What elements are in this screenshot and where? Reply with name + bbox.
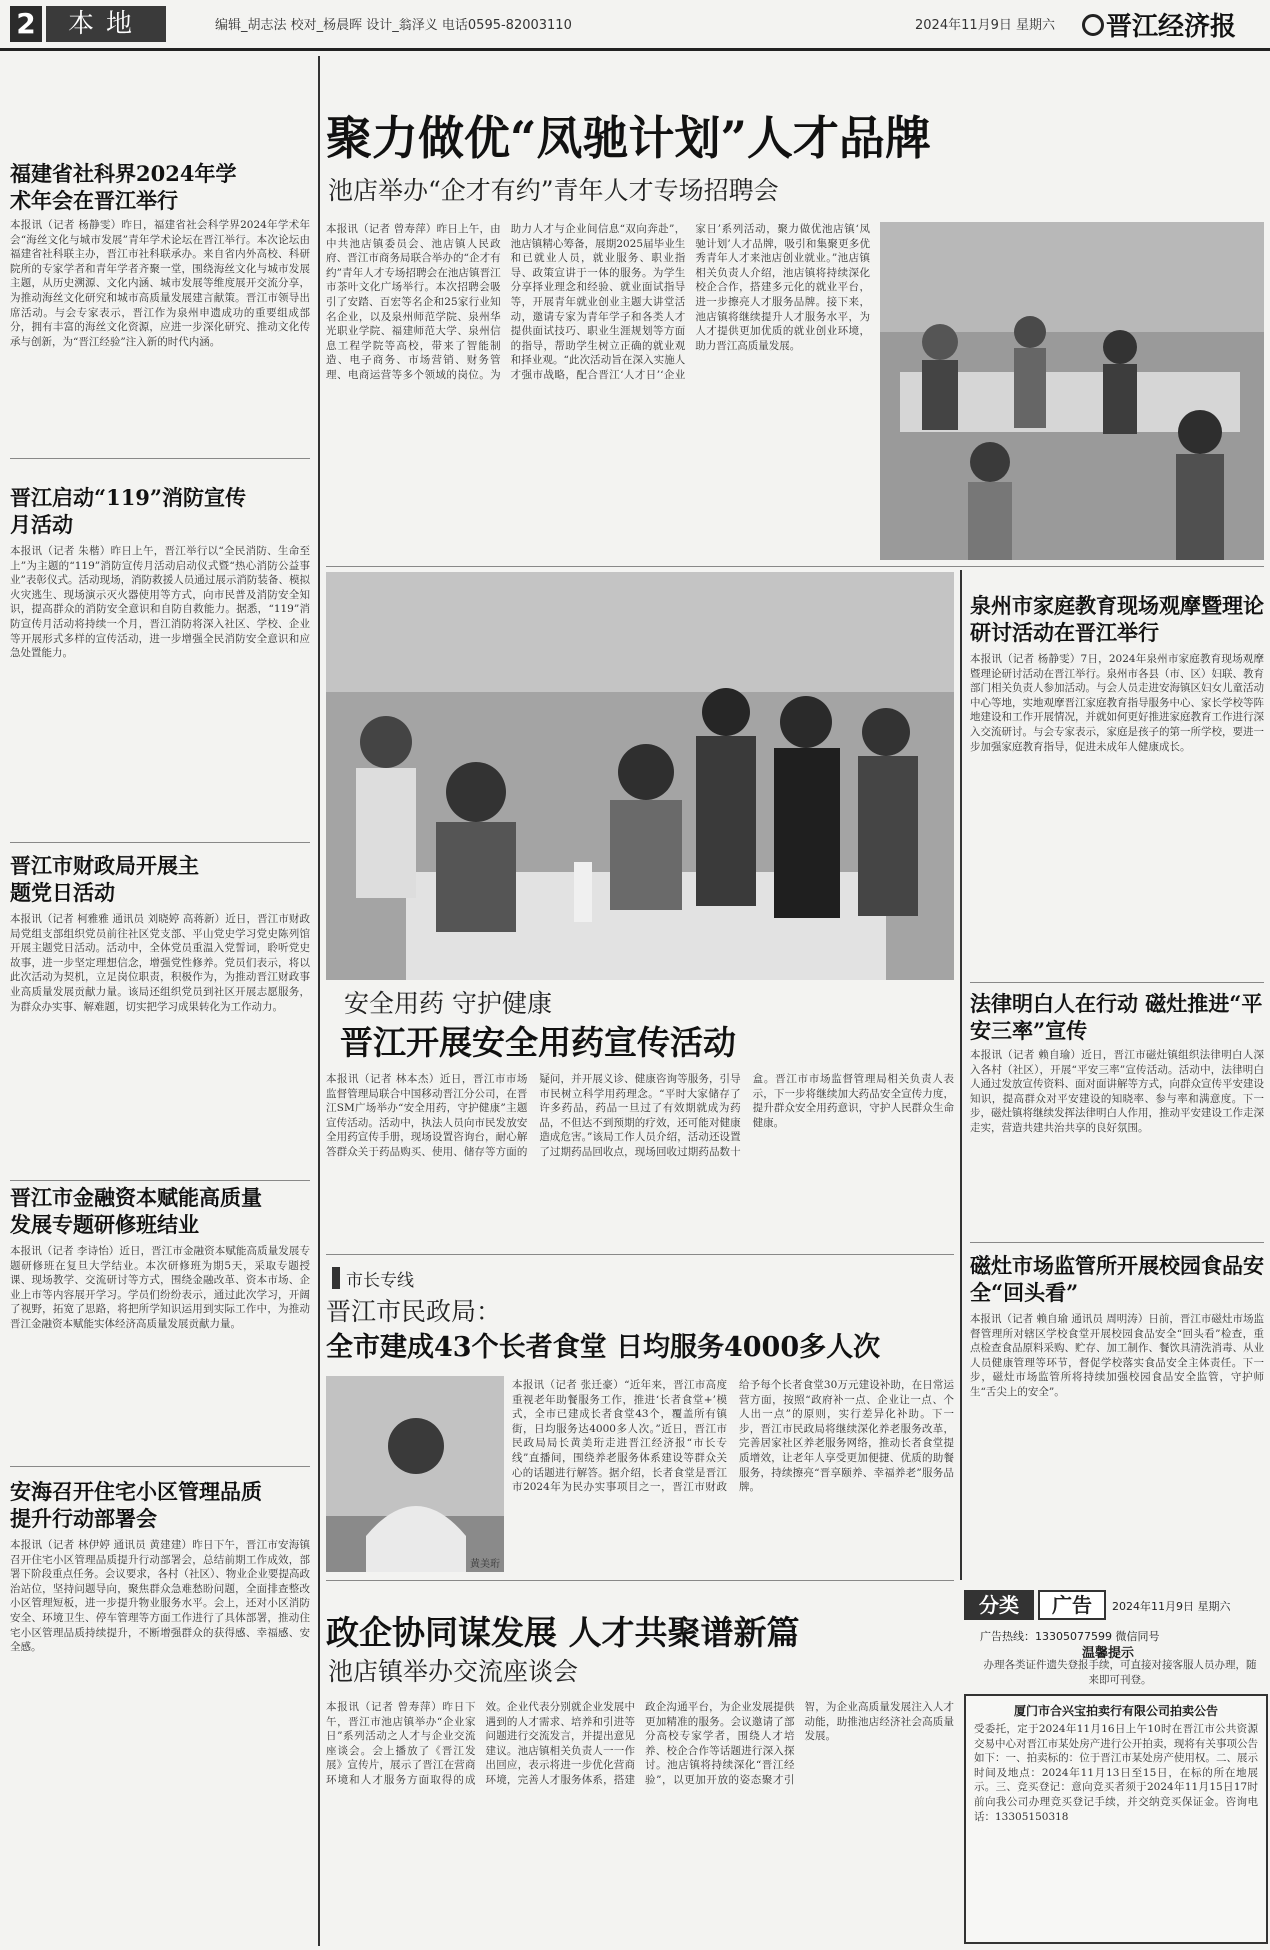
right-article-2-title: 法律明白人在行动 磁灶推进“平安三率”宣传: [970, 991, 1263, 1043]
right-article-1-body: 本报讯（记者 杨静雯）7日，2024年泉州市家庭教育现场观摩暨理论研讨活动在晋江举行。泉州市各县（市、区）妇联、教育部门相关负责人参加活动。与会人员走进安海镇区妇女儿童活动中心等地，实地观摩晋江家庭教育指导服务中心、家长学校等阵地建设和工作开展情况，并就如何更好推进家庭教育工作进行深入交流研讨。与会专家表示，家庭是孩子的第一所学校，要进一步加强家庭教育指导，促进未成年人健康成长。: [970, 653, 1264, 753]
ad-notice-title: 温馨提示: [1082, 1646, 1135, 1661]
director-photo: [326, 1376, 504, 1572]
drug-campaign-photo: [326, 572, 954, 980]
canteen-kicker: 晋江市民政局：: [326, 1297, 502, 1326]
page-number: 2: [10, 6, 42, 42]
section-name: 本地: [46, 6, 166, 42]
job-fair-photo: [880, 222, 1264, 560]
drug-campaign-photo-illustration: [326, 572, 954, 980]
ad-hotline: 广告热线：13305077599 微信同号: [980, 1630, 1160, 1643]
auction-body: 受委托，定于2024年11月16日上午10时在晋江市公共资源交易中心对晋江市某处房产进行公开拍卖，现将有关事项公告如下：一、拍卖标的：位于晋江市某处房产使用权。二、展示时间及地点：2024年11月13日至15日，在标的所在地展示。三、竞买登记：意向竞买者须于2024年11月15日17时前向我公司办理竞买登记手续，并交纳竞买保证金。咨询电话：13305150318: [974, 1723, 1258, 1823]
ad-badge-ads: 广告: [1038, 1590, 1106, 1620]
forum-article-body: 本报讯（记者 曾寿萍）昨日下午，晋江市池店镇举办“企业家日”系列活动之人才与企业交流座谈会。会上播放了《晋江发展》宣传片，展示了晋江在营商环境和人才服务方面取得的成效。企业代表分别就企业发展中遇到的人才需求、培养和引进等问题进行交流发言，并提出意见建议。池店镇相关负责人一一作出回应，表示将进一步优化营商环境，完善人才服务体系，搭建政企沟通平台，为企业发展提供更加精准的服务。会议邀请了部分高校专家学者，围绕人才培养、校企合作等话题进行深入探讨。池店镇将持续深化“晋江经验”，以更加开放的姿态聚才引智，为企业高质量发展注入人才动能，助推池店经济社会高质量发展。: [326, 1701, 954, 1786]
divider: [326, 566, 1264, 567]
right-article-3-body: 本报讯（记者 赖自瑜 通讯员 周明涛）日前，晋江市磁灶市场监督管理所对辖区学校食堂开展校园食品安全“回头看”检查，重点检查食品原料采购、贮存、加工制作、餐饮具清洗消毒、从业人员健康管理等环节，督促学校落实食品安全主体责任。下一步，磁灶市场监管所将持续加强校园食品安全监管，守护师生“舌尖上的安全”。: [970, 1313, 1264, 1398]
column-tag: 市长专线: [346, 1271, 414, 1291]
job-fair-photo-illustration: [880, 222, 1264, 560]
right-article-2-body: 本报讯（记者 赖自瑜）近日，晋江市磁灶镇组织法律明白人深入各村（社区），开展“平安三率”宣传活动。活动中，法律明白人通过发放宣传资料、面对面讲解等方式，向群众宣传平安建设知识，提高群众对平安建设的知晓率、参与率和满意度。下一步，磁灶镇将继续发挥法律明白人作用，推动平安建设工作走深走实，营造共建共治共享的良好氛围。: [970, 1049, 1264, 1134]
forum-subheadline: 池店镇举办交流座谈会: [328, 1657, 579, 1686]
canteen-headline: 全市建成43个长者食堂 日均服务4000多人次: [326, 1332, 881, 1363]
column-tag-marker: [332, 1267, 340, 1289]
main-subheadline: 池店举办“企才有约”青年人才专场招聘会: [328, 176, 779, 205]
divider: [326, 1580, 954, 1581]
divider: [326, 1254, 954, 1255]
newspaper-brand: 晋江经济报: [1106, 12, 1237, 42]
photo-caption: 黄美珩: [470, 1559, 500, 1570]
right-article-3-title: 磁灶市场监管所开展校园食品安全“回头看”: [970, 1253, 1264, 1305]
ad-date: 2024年11月9日 星期六: [1112, 1600, 1231, 1613]
ad-badge-classified: 分类: [964, 1590, 1034, 1620]
main-article-body: 本报讯（记者 曾寿萍）昨日上午，由中共池店镇委员会、池店镇人民政府、晋江市商务局联合举办的“企才有约”青年人才专场招聘会在池店镇晋江市茶叶文化广场举行。本次招聘会吸引了安踏、百宏等名企和25家行业知名企业，以及泉州师范学院、泉州华光职业学院、福建师范大学、泉州信息工程学院等高校，带来了智能制造、电子商务、市场营销、财务管理、电商运营等多个领域的岗位。为助力人才与企业间信息“双向奔赴”，池店镇精心筹备，展期2025届毕业生和已就业人员，就业服务、职业指导、政策宣讲于一体的服务。为学生分享择业理念和经验、就业面试指导等，开展青年就业创业主题大讲堂活动，邀请专家为青年学子和各类人才提供面试技巧、职业生涯规划等方面的指导，帮助学生树立正确的就业观和择业观。“此次活动旨在深入实施人才强市战略，配合晋江‘人才日’‘企业家日’系列活动，聚力做优池店镇‘凤驰计划’人才品牌，吸引和集聚更多优秀青年人才来池店创业就业。”池店镇相关负责人介绍，池店镇将持续深化校企合作，搭建多元化的就业平台，进一步擦亮人才服务品牌。接下来，池店镇将继续提升人才服务水平，为人才提供更加优质的就业创业环境，助力晋江高质量发展。: [326, 223, 870, 381]
divider: [10, 1466, 310, 1467]
left-article-2-title: 晋江启动“119”消防宣传月活动: [10, 485, 246, 537]
canteen-article-body: 本报讯（记者 张迁豪）“近年来，晋江市高度重视老年助餐服务工作，推进‘长者食堂+’模式，全市已建成长者食堂43个，覆盖所有镇街，日均服务达4000多人次。”近日，晋江市民政局局长黄美珩走进晋江经济报“市长专线”直播间，围绕养老服务体系建设等群众关心的话题进行解答。据介绍，长者食堂是晋江市2024年为民办实事项目之一，晋江市财政给予每个长者食堂30万元建设补助，在日常运营方面，按照“政府补一点、企业让一点、个人出一点”的原则，实行差异化补助。下一步，晋江市民政局将继续深化养老服务改革，完善居家社区养老服务网络，推动长者食堂提质增效，让老年人享受更加便捷、优质的助餐服务，持续擦亮“晋享颐养、幸福养老”服务品牌。: [512, 1379, 954, 1494]
divider: [10, 1180, 310, 1181]
divider: [10, 458, 310, 459]
drug-kicker: 安全用药 守护健康: [344, 989, 552, 1018]
main-headline: 聚力做优“凤驰计划”人才品牌: [326, 111, 931, 165]
left-article-1-title: 福建省社科界2024年学术年会在晋江举行: [10, 161, 237, 213]
left-article-4-body: 本报讯（记者 李诗怡）近日，晋江市金融资本赋能高质量发展专题研修班在复旦大学结业。本次研修班为期5天，采取专题授课、现场教学、交流研讨等方式，围绕金融改革、资本市场、企业上市等内容展开学习。学员们纷纷表示，通过此次学习，开阔了视野，拓宽了思路，将把所学知识运用到实际工作中，为推动晋江金融资本赋能实体经济高质量发展贡献力量。: [10, 1245, 310, 1330]
left-article-2-body: 本报讯（记者 朱楷）昨日上午，晋江举行以“全民消防、生命至上”为主题的“119”消防宣传月活动启动仪式暨“热心消防公益事业”表彰仪式。活动现场，消防救援人员通过展示消防装备、模拟火灾逃生、现场演示灭火器使用等方式，向市民普及消防安全知识，提高群众的消防安全意识和自防自救能力。据悉，“119”消防宣传月活动将持续一个月，晋江消防将深入社区、学校、企业等开展形式多样的宣传活动，进一步增强全民消防安全意识和应急处置能力。: [10, 545, 310, 660]
left-column-rule: [318, 56, 320, 1946]
editor-credits: 编辑_胡志法 校对_杨晨晖 设计_翁泽义 电话0595-82003110: [215, 18, 572, 33]
right-article-1-title: 泉州市家庭教育现场观摩暨理论研讨活动在晋江举行: [970, 593, 1264, 645]
left-article-5-title: 安海召开住宅小区管理品质提升行动部署会: [10, 1479, 262, 1531]
forum-headline: 政企协同谋发展 人才共聚谱新篇: [326, 1613, 800, 1652]
left-article-1-body: 本报讯（记者 杨静雯）昨日，福建省社会科学界2024年学术年会“海丝文化与城市发展”青年学术论坛在晋江举行。本次论坛由福建省社科联主办，晋江市社科联承办。来自省内外高校、科研院所的专家学者和青年学者齐聚一堂，围绕海丝文化与城市发展主题，从历史溯源、文化内涵、城市发展等维度展开交流分享，为推动海丝文化研究和城市高质量发展建言献策。晋江市领导出席活动。与会专家表示，晋江作为泉州申遗成功的重要组成部分，拥有丰富的海丝文化资源，应进一步深化研究、推动文化传承与创新，为“晋江经验”注入新的时代内涵。: [10, 219, 310, 348]
divider: [970, 1242, 1264, 1243]
auction-notice-box: [964, 1694, 1268, 1944]
drug-headline: 晋江开展安全用药宣传活动: [340, 1023, 736, 1062]
divider: [970, 982, 1264, 983]
drug-article-body: 本报讯（记者 林本杰）近日，晋江市市场监督管理局联合中国移动晋江分公司，在晋江SM广场举办“安全用药，守护健康”主题宣传活动。活动中，执法人员向市民发放安全用药宣传手册，现场设置咨询台，耐心解答群众关于药品购买、使用、储存等方面的疑问，并开展义诊、健康咨询等服务，引导市民树立科学用药理念。“平时大家储存了许多药品，药品一旦过了有效期就成为药品，不但达不到预期的疗效，还可能对健康造成危害。”该局工作人员介绍，活动还设置了过期药品回收点，现场回收过期药品数十盒。晋江市市场监督管理局相关负责人表示，下一步将继续加大药品安全宣传力度，提升群众安全用药意识，守护人民群众生命健康。: [326, 1073, 954, 1158]
left-article-3-title: 晋江市财政局开展主题党日活动: [10, 853, 199, 905]
page-header: [0, 0, 1270, 51]
left-article-3-body: 本报讯（记者 柯雅雅 通讯员 刘晓婷 高蒋新）近日，晋江市财政局党组支部组织党员前往社区党支部、平山党史学习党史陈列馆开展主题党日活动。活动中，全体党员重温入党誓词，聆听党史故事，进一步坚定理想信念，增强党性修养。党员们表示，将以此次活动为契机，立足岗位职责，积极作为，为推动晋江财政事业高质量发展贡献力量。该局还组织党员到社区开展志愿服务，为群众办实事、解难题，切实把学习成果转化为工作动力。: [10, 913, 310, 1013]
right-column-rule: [960, 570, 962, 1580]
auction-title: 厦门市合兴宝拍卖行有限公司拍卖公告: [1013, 1704, 1218, 1718]
classified-ad-header: [964, 1588, 1264, 1624]
brand-logo-icon: [1082, 14, 1104, 36]
divider: [10, 842, 310, 843]
left-article-4-title: 晋江市金融资本赋能高质量发展专题研修班结业: [10, 1185, 262, 1237]
ad-notice-text: 办理各类证件遗失登报手续，可直接对接客服人员办理，随来即可刊登。: [983, 1659, 1257, 1686]
issue-date: 2024年11月9日 星期六: [915, 18, 1056, 33]
director-photo-illustration: [326, 1376, 504, 1572]
left-article-5-body: 本报讯（记者 林伊婷 通讯员 黄建建）昨日下午，晋江市安海镇召开住宅小区管理品质提升行动部署会，总结前期工作成效，部署下阶段重点任务。会议要求，各村（社区）、物业企业要提高政治站位，坚持问题导向，聚焦群众急难愁盼问题，全面排查整改小区管理短板，进一步提升物业服务水平。会上，还对小区消防安全、环境卫生、停车管理等方面工作进行了具体部署，推动住宅小区管理品质持续提升，不断增强群众的获得感、幸福感、安全感。: [10, 1539, 310, 1654]
